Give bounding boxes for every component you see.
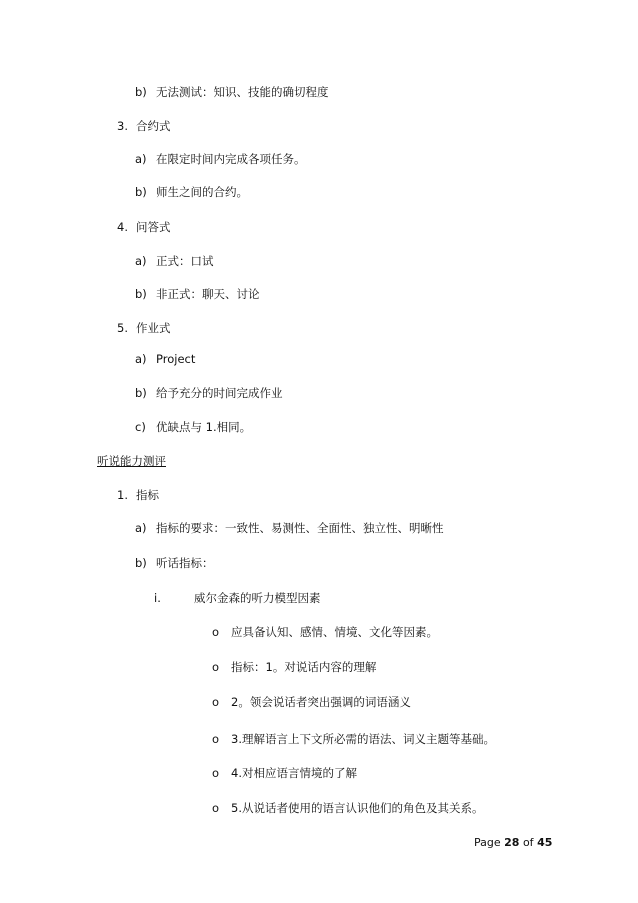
list-marker: 5.	[117, 321, 128, 335]
list-marker: b)	[135, 85, 147, 99]
list-text: 在限定时间内完成各项任务。	[156, 152, 306, 166]
bullet-circle-icon: o	[212, 695, 220, 709]
list-text: 威尔金森的听力模型因素	[194, 591, 321, 605]
list-marker: 1.	[117, 488, 128, 502]
list-text: 优缺点与 1.相同。	[156, 420, 252, 434]
list-text: 指标的要求：一致性、易测性、全面性、独立性、明晰性	[156, 521, 444, 535]
list-marker: b)	[135, 386, 147, 400]
list-text: Project	[156, 352, 196, 366]
list-text: 非正式：聊天、讨论	[156, 287, 260, 301]
bullet-circle-icon: o	[212, 625, 220, 639]
list-marker: b)	[135, 287, 147, 301]
list-text: 指标：1。对说话内容的理解	[231, 660, 377, 674]
list-text: 无法测试：知识、技能的确切程度	[156, 85, 329, 99]
list-marker: c)	[135, 420, 146, 434]
list-text: 3.理解语言上下文所必需的语法、词义主题等基础。	[231, 732, 495, 746]
section-heading: 听说能力测评	[97, 454, 166, 468]
current-page: 28	[504, 836, 520, 849]
list-text: 听话指标：	[156, 556, 214, 570]
page-of: of	[522, 836, 534, 849]
bullet-circle-icon: o	[212, 801, 220, 815]
list-marker: a)	[135, 254, 147, 268]
list-marker: 4.	[117, 220, 128, 234]
list-marker: i.	[154, 591, 161, 605]
list-marker: a)	[135, 521, 147, 535]
list-text: 指标	[136, 488, 159, 502]
list-text: 正式：口试	[156, 254, 214, 268]
list-marker: a)	[135, 152, 147, 166]
list-marker: a)	[135, 352, 147, 366]
list-marker: b)	[135, 185, 147, 199]
list-text: 5.从说话者使用的语言认识他们的角色及其关系。	[231, 801, 484, 815]
bullet-circle-icon: o	[212, 660, 220, 674]
total-pages: 45	[537, 836, 553, 849]
list-text: 师生之间的合约。	[156, 185, 248, 199]
bullet-circle-icon: o	[212, 766, 220, 780]
list-text: 问答式	[136, 220, 171, 234]
list-text: 合约式	[136, 119, 171, 133]
list-text: 作业式	[136, 321, 171, 335]
page-number	[474, 836, 552, 849]
list-text: 4.对相应语言情境的了解	[231, 766, 357, 780]
list-text: 应具备认知、感情、情境、文化等因素。	[231, 625, 438, 639]
page-label: Page	[474, 836, 501, 849]
list-text: 给予充分的时间完成作业	[156, 386, 283, 400]
bullet-circle-icon: o	[212, 732, 220, 746]
list-marker: b)	[135, 556, 147, 570]
list-marker: 3.	[117, 119, 128, 133]
list-text: 2。领会说话者突出强调的词语涵义	[231, 695, 411, 709]
